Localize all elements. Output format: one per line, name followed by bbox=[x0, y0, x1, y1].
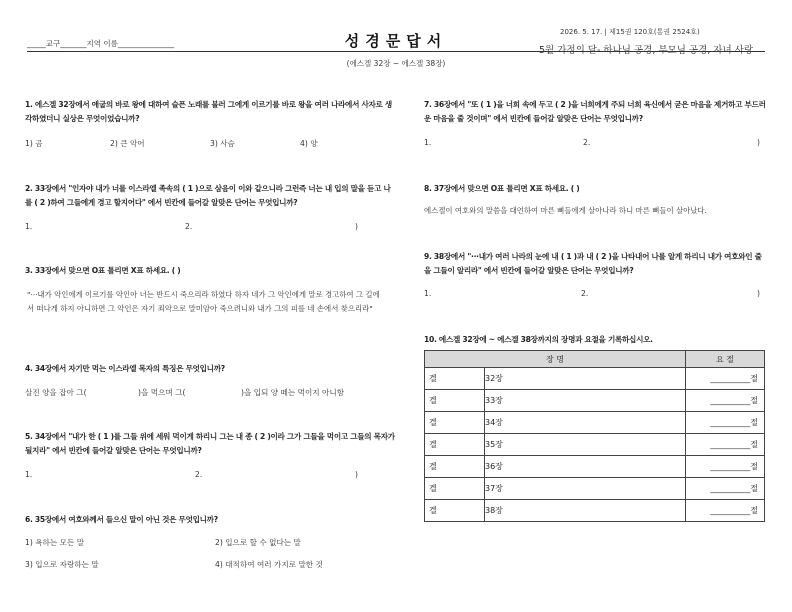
question-3: 3. 33장에서 맞으면 O표 틀리면 X표 하세요. ( ) bbox=[25, 266, 181, 275]
verse-blank[interactable]: __________절 bbox=[686, 412, 765, 434]
q2-answer-close: ) bbox=[355, 222, 358, 231]
verse-blank[interactable]: __________절 bbox=[686, 478, 765, 500]
q6-option-2[interactable]: 2) 입으로 할 수 없다는 말 bbox=[215, 538, 301, 547]
verse-blank[interactable]: __________절 bbox=[686, 390, 765, 412]
table-row bbox=[425, 412, 765, 434]
book-cell: 겔 bbox=[425, 390, 485, 412]
chapter-cell: 36장 bbox=[485, 456, 686, 478]
book-cell: 겔 bbox=[425, 412, 485, 434]
q1-option-1[interactable]: 1) 곰 bbox=[25, 139, 43, 148]
question-10: 10. 에스겔 32장에 ~ 에스겔 38장까지의 장명과 요절을 기록하십시오. bbox=[424, 335, 653, 344]
q5-answer-1[interactable]: 1. bbox=[25, 470, 33, 479]
q4-answer-part-2[interactable]: )을 먹으며 그( bbox=[138, 388, 186, 397]
q9-answer-close: ) bbox=[757, 289, 760, 298]
monthly-theme: 5월 가정의 달- 하나님 공경, 부모님 공경, 자녀 사랑 bbox=[539, 45, 754, 56]
table-row bbox=[425, 500, 765, 522]
page-title: 성경문답서 bbox=[344, 32, 448, 50]
q6-option-4[interactable]: 4) 대적하여 여러 가지로 말한 것 bbox=[215, 560, 323, 569]
question-6: 6. 35장에서 여호와께서 들으신 말이 아닌 것은 무엇입니까? bbox=[25, 515, 218, 524]
q3-statement: "···내가 악인에게 이르기를 악인아 너는 반드시 죽으리라 하였다 하자 네가 그 악인에게 말로 경고하여 그 길에서 떠나게 하지 아니하면 그 악인은 자기 죄악으로 말미암아 죽으려니와 내가 그의 피를 네 손에서 찾으리라" bbox=[27, 290, 380, 313]
question-9: 9. 38장에서 "···내가 여러 나라의 눈에 내 ( 1 )과 내 ( 2 )을 나타내어 나를 알게 하리니 내가 여호와인 줄을 그들이 알리라" 에서 빈칸에 들어갈 알맞은 단어는 무엇입니까? bbox=[424, 252, 762, 275]
header-key-verse: 요 절 bbox=[686, 351, 765, 368]
q4-answer-part-3[interactable]: )을 입되 양 떼는 먹이지 아니함 bbox=[241, 388, 345, 397]
q7-answer-2[interactable]: 2. bbox=[583, 138, 591, 147]
book-cell: 겔 bbox=[425, 478, 485, 500]
question-1: 1. 에스겔 32장에서 애굽의 바로 왕에 대하여 슬픈 노래를 불러 그에게 이르기를 바로 왕을 여러 나라에서 사자로 생각하였더니 실상은 무엇이었습니까? bbox=[25, 100, 392, 123]
q8-statement: 에스겔이 여호와의 말씀을 대언하여 마른 뼈들에게 살아나라 하니 마른 뼈들이 살아났다. bbox=[424, 206, 707, 215]
verse-blank[interactable]: __________절 bbox=[686, 456, 765, 478]
table-row bbox=[425, 456, 765, 478]
chapter-cell: 32장 bbox=[485, 368, 686, 390]
chapter-verse-table bbox=[424, 350, 765, 522]
q5-answer-2[interactable]: 2. bbox=[195, 470, 203, 479]
q2-answer-1[interactable]: 1. bbox=[25, 222, 33, 231]
q9-answer-1[interactable]: 1. bbox=[424, 289, 432, 298]
verse-blank[interactable]: __________절 bbox=[686, 500, 765, 522]
table-row bbox=[425, 390, 765, 412]
q1-option-2[interactable]: 2) 큰 악어 bbox=[110, 139, 145, 148]
book-cell: 겔 bbox=[425, 368, 485, 390]
q7-answer-close: ) bbox=[757, 138, 760, 147]
q1-option-4[interactable]: 4) 양 bbox=[300, 139, 318, 148]
verse-blank[interactable]: __________절 bbox=[686, 434, 765, 456]
book-cell: 겔 bbox=[425, 500, 485, 522]
issue-date: 2026. 5. 17. | 제15권 120호(통권 2524호) bbox=[560, 28, 700, 36]
q9-answer-2[interactable]: 2. bbox=[581, 289, 589, 298]
scripture-range: (에스겔 32장 ~ 에스겔 38장) bbox=[346, 59, 446, 68]
chapter-cell: 37장 bbox=[485, 478, 686, 500]
q4-answer-part-1: 살진 양을 잡아 그( bbox=[25, 388, 87, 397]
q1-option-3[interactable]: 3) 사슴 bbox=[210, 139, 235, 148]
book-cell: 겔 bbox=[425, 456, 485, 478]
question-7: 7. 36장에서 "또 ( 1 )을 너희 속에 두고 ( 2 )을 너희에게 주되 너희 육신에서 굳은 마음을 제거하고 부드러운 마음을 줄 것이며" 에서 빈칸에 들어갈 알맞은 단어는 무엇입니까? bbox=[424, 100, 766, 123]
book-cell: 겔 bbox=[425, 434, 485, 456]
q7-answer-1[interactable]: 1. bbox=[424, 138, 432, 147]
table-row bbox=[425, 434, 765, 456]
table-row bbox=[425, 478, 765, 500]
q6-option-1[interactable]: 1) 욕하는 모든 말 bbox=[25, 538, 85, 547]
question-4: 4. 34장에서 자기만 먹는 이스라엘 목자의 특징은 무엇입니까? bbox=[25, 364, 225, 373]
chapter-cell: 33장 bbox=[485, 390, 686, 412]
header-chapter-name: 장 명 bbox=[425, 351, 686, 368]
chapter-cell: 38장 bbox=[485, 500, 686, 522]
header-rule bbox=[27, 51, 765, 52]
q2-answer-2[interactable]: 2. bbox=[185, 222, 193, 231]
name-field-line[interactable]: _____교구_______지역 이름_______________ bbox=[27, 39, 175, 48]
question-5: 5. 34장에서 "내가 한 ( 1 )를 그들 위에 세워 먹이게 하리니 그는 내 종 ( 2 )이라 그가 그들을 먹이고 그들의 목자가 될지라" 에서 빈칸에 들어갈 알맞은 단어는 무엇입니까? bbox=[25, 432, 395, 455]
question-2: 2. 33장에서 "인자야 내가 너를 이스라엘 족속의 ( 1 )으로 삼음이 이와 같으니라 그런즉 너는 내 입의 말을 듣고 나를 ( 2 )하여 그들에게 경고 할지어다" 에서 빈칸에 들어갈 알맞은 단어는 무엇입니까? bbox=[25, 184, 391, 207]
chapter-cell: 35장 bbox=[485, 434, 686, 456]
table-row bbox=[425, 368, 765, 390]
verse-blank[interactable]: __________절 bbox=[686, 368, 765, 390]
q6-option-3[interactable]: 3) 입으로 자랑하는 말 bbox=[25, 560, 99, 569]
q5-answer-close: ) bbox=[355, 470, 358, 479]
question-8: 8. 37장에서 맞으면 O표 틀리면 X표 하세요. ( ) bbox=[424, 184, 580, 193]
chapter-cell: 34장 bbox=[485, 412, 686, 434]
